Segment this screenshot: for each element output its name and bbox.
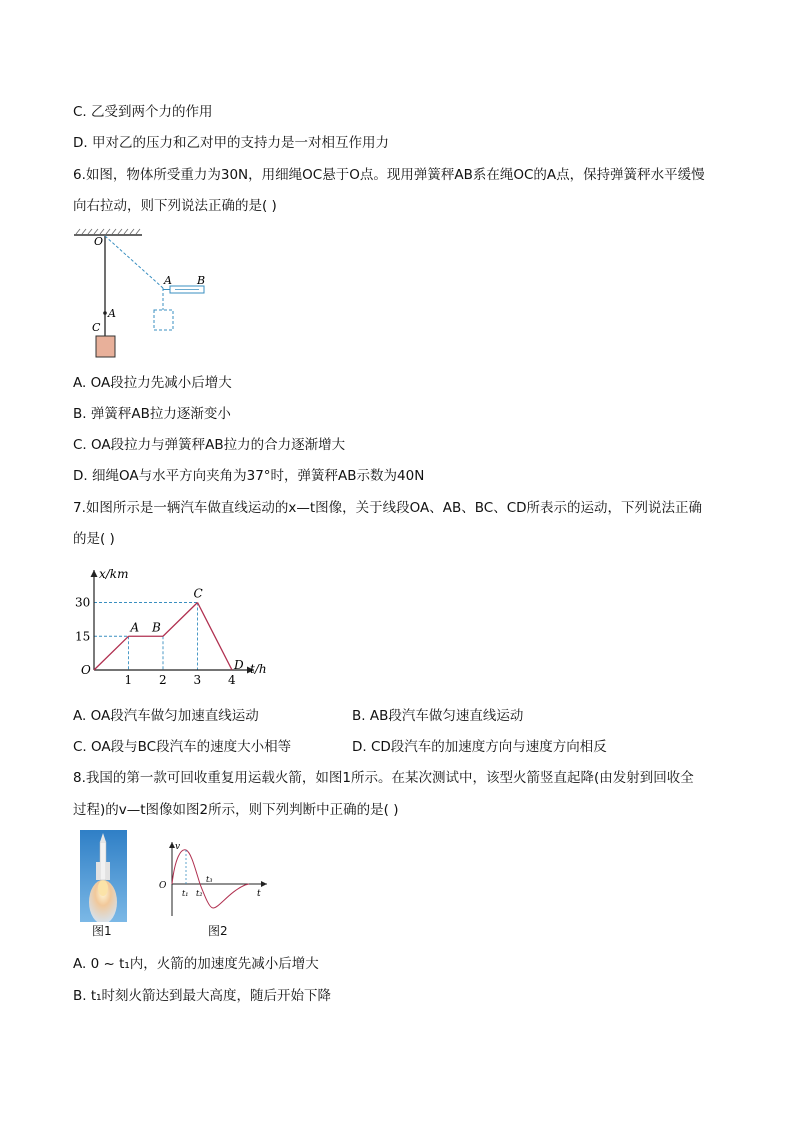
q6-figure — [72, 226, 222, 362]
vt-t-label: t — [257, 889, 261, 899]
vt-origin-label: O — [159, 881, 167, 891]
point-label-D: D — [234, 658, 244, 672]
q5-option-d: D. 甲对乙的压力和乙对甲的支持力是一对相互作用力 — [73, 135, 389, 151]
q6-option-d: D. 细绳OA与水平方向夹角为37°时，弹簧秤AB示数为40N — [73, 468, 425, 484]
vt-t2-label: t₂ — [196, 889, 203, 898]
label-c: C — [92, 321, 101, 334]
x-tick-label: 3 — [193, 673, 202, 687]
x-axis-label: t/h — [250, 662, 267, 676]
q6-stem-line2: 向右拉动，则下列说法正确的是( ) — [73, 198, 277, 214]
rocket-body — [100, 842, 106, 880]
vt-t3-label: t₃ — [206, 875, 213, 884]
point-label-C: C — [193, 586, 203, 601]
point-label-O: O — [81, 663, 91, 677]
x-tick-label: 1 — [124, 673, 133, 687]
knot-a — [103, 311, 107, 315]
x-tick-label: 2 — [159, 673, 167, 687]
point-label-B: B — [152, 620, 161, 635]
vt-v-label: v — [175, 842, 181, 852]
y-tick-label: 30 — [75, 595, 91, 610]
fig1-caption: 图1 — [92, 924, 112, 938]
xt-chart — [72, 562, 282, 690]
hanging-box — [96, 336, 115, 357]
q6-option-a: A. OA段拉力先减小后增大 — [73, 375, 232, 391]
y-tick-label: 15 — [75, 629, 91, 644]
rocket-photo — [80, 830, 127, 922]
box-new-position — [154, 310, 173, 330]
q6-option-b: B. 弹簧秤AB拉力逐渐变小 — [73, 406, 231, 422]
xt-segment-CD — [198, 603, 233, 671]
fig2-caption: 图2 — [208, 924, 228, 938]
q7-stem-line2: 的是( ) — [73, 531, 115, 547]
vt-graph — [157, 838, 272, 920]
label-o: O — [94, 235, 104, 248]
q7-option-c: C. OA段与BC段汽车的速度大小相等 — [73, 739, 292, 755]
rope-oa-dashed — [105, 236, 163, 288]
q7-option-a: A. OA段汽车做匀加速直线运动 — [73, 708, 259, 724]
label-a: A — [108, 307, 116, 320]
q5-option-c: C. 乙受到两个力的作用 — [73, 104, 213, 120]
q7-option-d: D. CD段汽车的加速度方向与速度方向相反 — [352, 739, 607, 755]
y-axis-label: x/km — [99, 567, 129, 581]
label-a2: A — [164, 274, 172, 287]
q6-stem-line1: 6.如图，物体所受重力为30N，用细绳OC悬于O点。现用弹簧秤AB系在绳OC的A点，保持弹簧秤水平缓慢 — [73, 167, 705, 183]
ceiling — [74, 229, 142, 235]
q7-stem-line1: 7.如图所示是一辆汽车做直线运动的x—t图像，关于线段OA、AB、BC、CD所表示的运动，下列说法正确 — [73, 500, 703, 516]
xt-segment-OA — [94, 636, 129, 670]
xt-segment-BC — [163, 603, 198, 637]
label-b: B — [197, 274, 206, 287]
vt-t1-label: t₁ — [182, 889, 189, 898]
point-label-A: A — [130, 620, 140, 635]
q7-option-b: B. AB段汽车做匀速直线运动 — [352, 708, 524, 724]
q8-option-b: B. t₁时刻火箭达到最大高度，随后开始下降 — [73, 988, 332, 1004]
q6-option-c: C. OA段拉力与弹簧秤AB拉力的合力逐渐增大 — [73, 437, 346, 453]
x-tick-label: 4 — [228, 673, 236, 687]
q8-option-a: A. 0 ~ t₁内，火箭的加速度先减小后增大 — [73, 956, 319, 972]
q8-stem-line1: 8.我国的第一款可回收重复用运载火箭，如图1所示。在某次测试中，该型火箭竖直起降(由发射到回收全 — [73, 770, 694, 786]
q8-stem-line2: 过程)的v—t图像如图2所示，则下列判断中正确的是( ) — [73, 802, 399, 818]
